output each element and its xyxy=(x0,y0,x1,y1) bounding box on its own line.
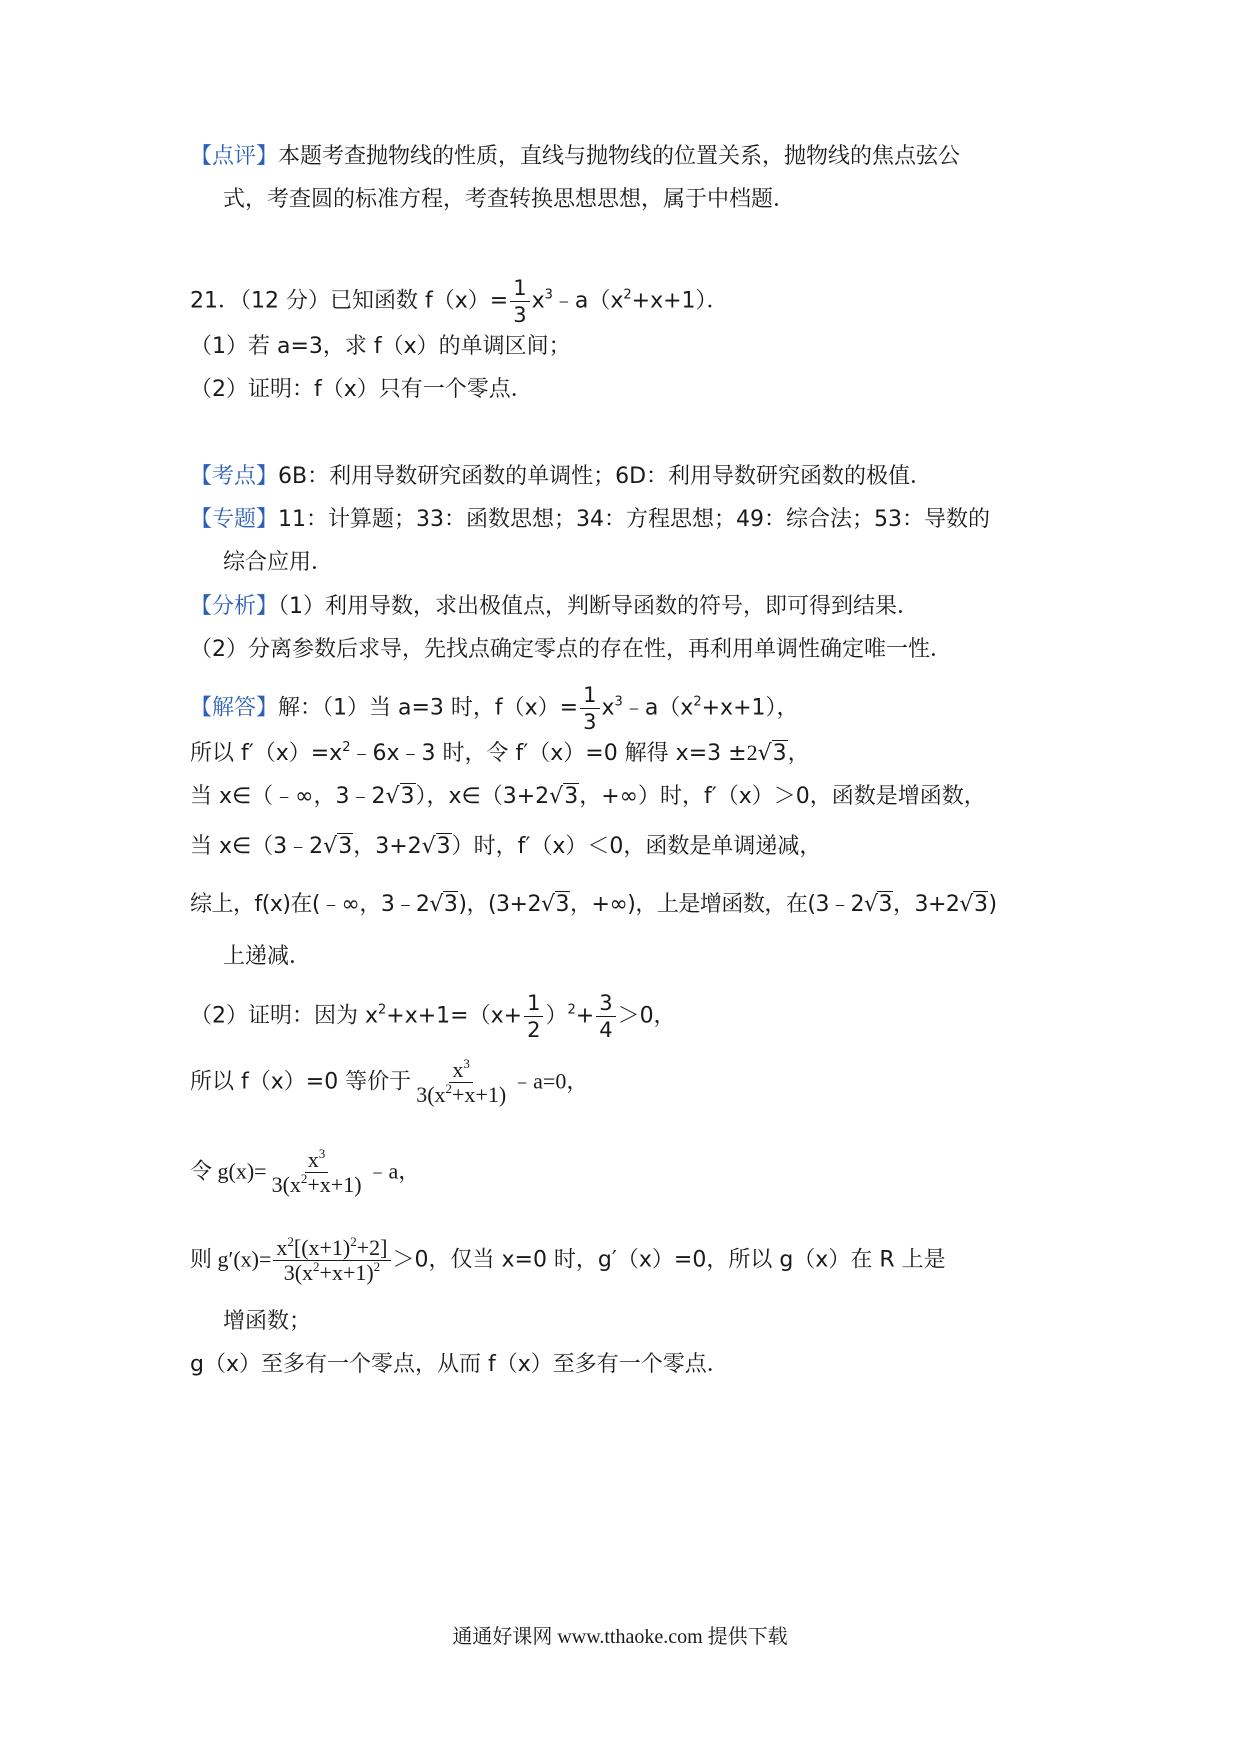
question-2: （2）证明：f（x）只有一个零点． xyxy=(190,377,533,402)
fraction-one-third: $\frac{1}{3}$ xyxy=(580,682,599,735)
sqrt-3: √3 xyxy=(757,741,787,766)
proof-line-1: （2）证明：因为 $x^2+x+1=(x+$ $\frac{1}{2}$ ）$^2$+ $\frac{3}{4}$ ＞0， xyxy=(190,991,676,1042)
jieda-line-5: 综上，f(x)在(﹣∞，3﹣2√3)，(3+2√3，+∞)，上是增函数，在(3﹣2√3，3+2√3) xyxy=(190,890,997,920)
fenxi-tag: 【分析】 xyxy=(190,594,279,619)
problem-stem: 21．（12 分）已知函数 f（x）= $\frac{1}{3}$ $x^3﹣a(x^2+x+1)$． xyxy=(190,276,729,327)
jieda-line-3: 当 x∈（﹣∞，3﹣2√3），x∈（3+2√3，+∞）时，f′（x）＞0，函数是增函数， xyxy=(190,782,986,812)
jieda-line-1: 【解答】解：（1）当 a=3 时，f（x）= $\frac{1}{3}$ $x^3﹣a(x^2+x+1)$， xyxy=(190,683,799,734)
fraction-three-quarters: $\frac{3}{4}$ xyxy=(596,990,615,1043)
fraction-one-half: $\frac{1}{2}$ xyxy=(524,990,543,1043)
proof-line-2: 所以 f（x）=0 等价于 $\frac{x^3}{3(x^2+x+1)}$ ﹣a=0， xyxy=(190,1056,589,1107)
question-1: （1）若 a=3，求 f（x）的单调区间； xyxy=(190,334,571,359)
fraction-x3-over-3quad: $\frac{x^3}{3(x^2+x+1)}$ xyxy=(271,1146,362,1197)
jieda-line-6: 上递减． xyxy=(223,944,312,969)
fraction-one-third: $\frac{1}{3}$ xyxy=(510,275,529,328)
proof-line-3: 令 g(x)= $\frac{x^3}{3(x^2+x+1)}$ ﹣a， xyxy=(190,1146,421,1197)
zhuanti-line-1: 【专题】11：计算题；33：函数思想；34：方程思想；49：综合法；53：导数的 xyxy=(190,507,990,532)
fraction-x3-over-3quad: $\frac{x^3}{3(x^2+x+1)}$ xyxy=(416,1056,507,1107)
proof-line-5: 增函数； xyxy=(223,1309,312,1334)
jieda-line-2: 所以 $f'(x)=x^2﹣6x﹣3$ 时，令 f′（x）=0 解得 x=3 ±2√3， xyxy=(190,738,810,769)
sqrt-3: √3 xyxy=(385,784,415,809)
review-line-1: 【点评】本题考查抛物线的性质，直线与抛物线的位置关系，抛物线的焦点弦公 xyxy=(190,144,961,169)
review-line-2: 式，考查圆的标准方程，考查转换思想思想，属于中档题． xyxy=(223,187,796,212)
kaodian-tag: 【考点】 xyxy=(190,464,279,489)
footer-source: 通通好课网 www.tthaoke.com 提供下载 xyxy=(452,1626,788,1648)
kaodian-line: 【考点】6B：利用导数研究函数的单调性；6D：利用导数研究函数的极值． xyxy=(190,464,933,489)
sqrt-3: √3 xyxy=(863,892,892,917)
jieda-line-4: 当 x∈（3﹣2√3，3+2√3）时，f′（x）＜0，函数是单调递减， xyxy=(190,832,821,862)
fraction-gprime: $\frac{x^2[(x+1)^2+2]}{3(x^2+x+1)^2}$ xyxy=(273,1236,390,1285)
sqrt-3: √3 xyxy=(421,834,451,859)
jieda-tag: 【解答】 xyxy=(190,695,279,721)
proof-line-6: g（x）至多有一个零点，从而 f（x）至多有一个零点． xyxy=(190,1352,729,1377)
proof-line-4: 则 g′(x)= $\frac{x^2[(x+1)^2+2]}{3(x^2+x+1)^2}$ ＞0，仅当 x=0 时，g′（x）=0，所以 g（x）在 R 上是 xyxy=(190,1234,946,1285)
sqrt-3: √3 xyxy=(959,892,988,917)
fenxi-line-1: 【分析】（1）利用导数，求出极值点，判断导函数的符号，即可得到结果． xyxy=(190,594,920,619)
sqrt-3: √3 xyxy=(429,892,458,917)
zhuanti-tag: 【专题】 xyxy=(190,507,279,532)
fenxi-line-2: （2）分离参数后求导，先找点确定零点的存在性，再利用单调性确定唯一性． xyxy=(190,637,952,662)
sqrt-3: √3 xyxy=(540,892,570,917)
sqrt-3: √3 xyxy=(323,834,353,859)
zhuanti-line-2: 综合应用． xyxy=(223,550,334,575)
review-tag: 【点评】 xyxy=(190,144,279,169)
sqrt-3: √3 xyxy=(549,784,579,809)
